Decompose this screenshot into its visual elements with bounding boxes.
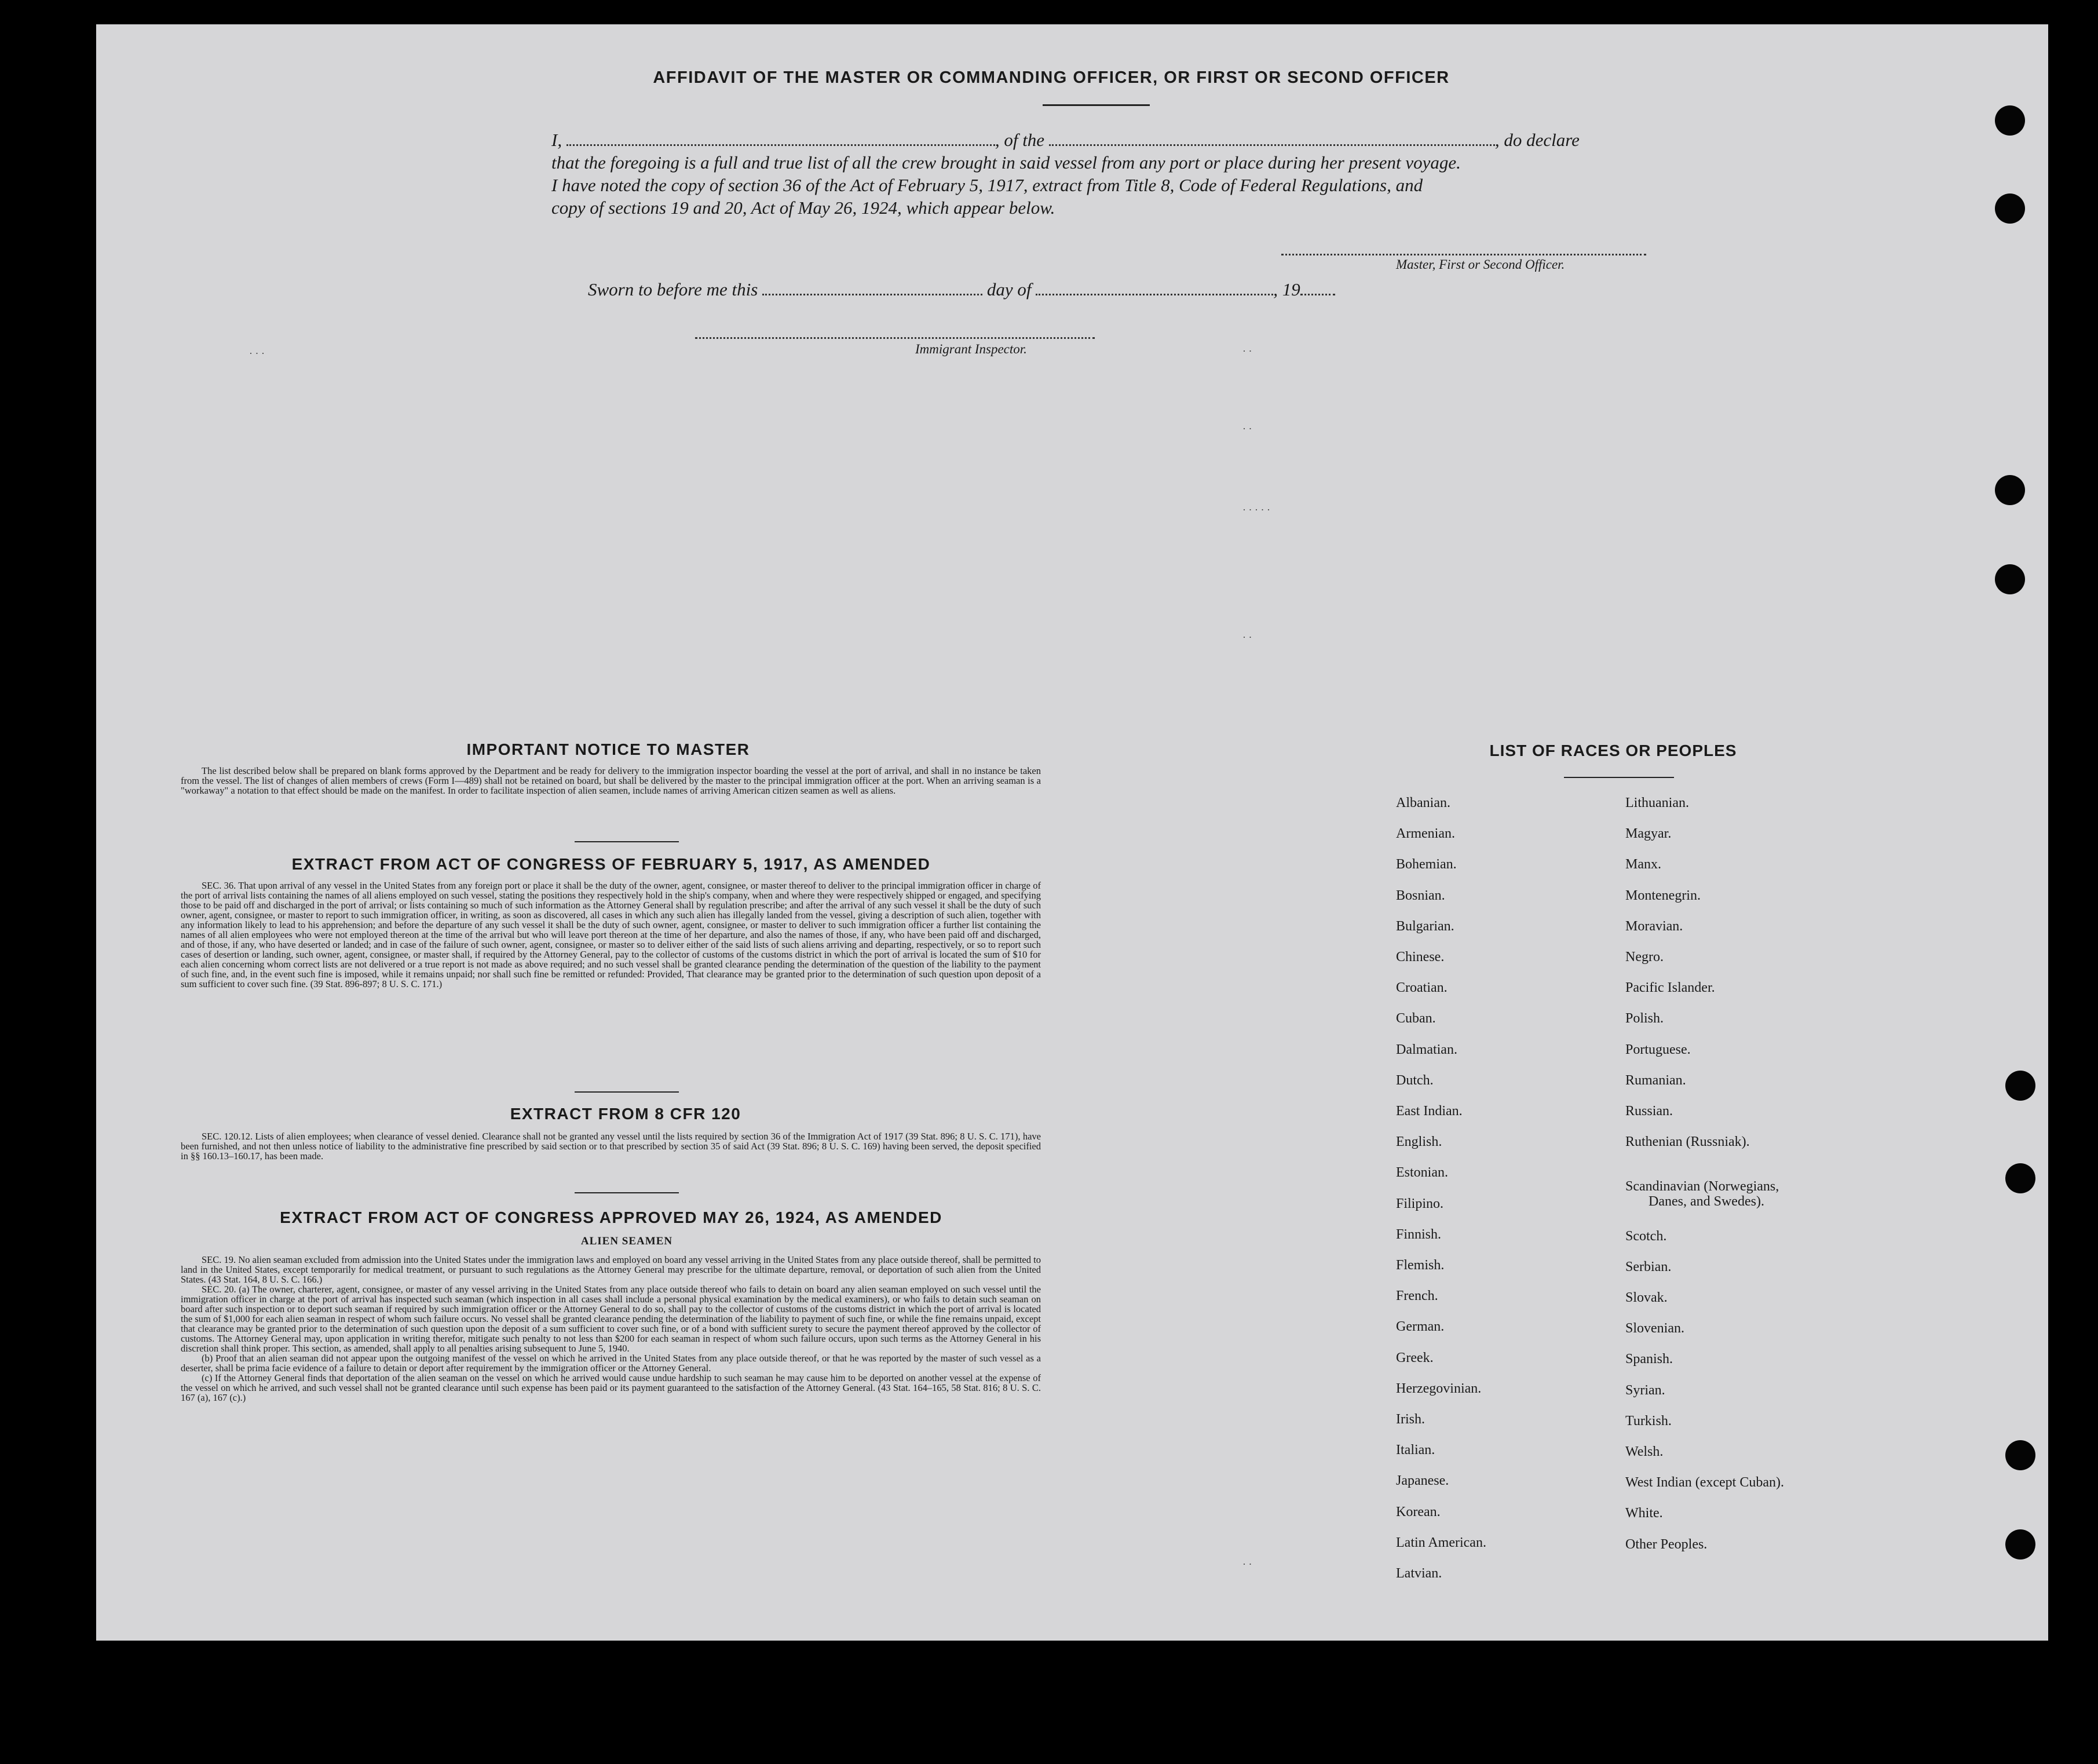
race-item: Rumanian. (1625, 1072, 1686, 1088)
race-item: Ruthenian (Russniak). (1625, 1134, 1750, 1150)
of-the-label: , of the (995, 130, 1045, 150)
race-item: German. (1396, 1319, 1445, 1335)
title-rule (1043, 104, 1150, 106)
sec-20b-paragraph: (b) Proof that an alien seaman did not appear upon the outgoing manifest of the vessel on which he arrived in the United States from any place outside thereof, or that he was reported by the master of such vessel as a deserter, shall be prima facie evidence of a failure to detain or deport after requirement by the immigration officer or the Attorney General. (181, 1353, 1041, 1374)
race-item: Manx. (1625, 857, 1661, 872)
race-item: Croatian. (1396, 980, 1448, 996)
inspector-caption: Immigrant Inspector. (915, 342, 1027, 356)
affidavit-title: AFFIDAVIT OF THE MASTER OR COMMANDING OFFICER, OR FIRST OR SECOND OFFICER (653, 68, 1450, 87)
sec-20c-paragraph: (c) If the Attorney General finds that deportation of the alien seaman on the vessel on which he arrived would cause undue hardship to such seaman he may cause him to be deported on another vessel at the expense of the vessel on which he arrived, and such vessel shall not be granted clearance until such expense has been paid or its payment guaranteed to the satisfaction of the Attorney General. (43 Stat. 164–165, 58 Stat. 816; 8 U. S. C. 167 (a), 167 (c).) (181, 1372, 1041, 1403)
year-blank[interactable] (1300, 281, 1335, 295)
race-item: Greek. (1396, 1350, 1434, 1365)
race-item: Lithuanian. (1625, 795, 1689, 810)
sec-120-12-paragraph: SEC. 120.12. Lists of alien employees; when clearance of vessel denied. Clearance shall not be granted any vessel until the lists required by section 36 of the Immigration Act of 1917 (39 Stat. 896; 8 U. S. C. 171), have been furnished, and not then unless notice of liability to the administrative fine prescribed by said section or to that prescribed by section 35 of said Act (39 Stat. 896; 8 U. S. C. 169) having been served, the deposit specified in §§ 160.13–160.17, has been made. (181, 1131, 1041, 1162)
race-item: Flemish. (1396, 1258, 1445, 1273)
extract-cfr-title: EXTRACT FROM 8 CFR 120 (510, 1105, 741, 1123)
extract-1924-body (181, 1255, 1041, 1403)
stray-marks: · · (1242, 345, 1252, 357)
extract-1924-title: EXTRACT FROM ACT OF CONGRESS APPROVED MAY 26, 1924, AS AMENDED (280, 1208, 942, 1226)
notice-body (181, 766, 1041, 795)
race-item: White. (1625, 1506, 1663, 1521)
race-item: Portuguese. (1625, 1042, 1691, 1057)
name-blank[interactable] (566, 132, 995, 146)
race-item: Bohemian. (1396, 857, 1457, 872)
race-item: Welsh. (1625, 1444, 1664, 1459)
section-rule (575, 841, 679, 842)
race-item: Chinese. (1396, 949, 1445, 965)
extract-1917-title: EXTRACT FROM ACT OF CONGRESS OF FEBRUARY 5, 1917, AS AMENDED (291, 855, 931, 873)
affidavit-line-4: copy of sections 19 and 20, Act of May 26, 1924, which appear below. (551, 198, 1055, 218)
extract-cfr-body (181, 1131, 1041, 1161)
race-item: Syrian. (1625, 1382, 1665, 1398)
race-item: Pacific Islander. (1625, 980, 1715, 996)
race-item: East Indian. (1396, 1104, 1463, 1119)
race-item: Moravian. (1625, 918, 1683, 934)
day-blank[interactable] (762, 281, 982, 295)
race-item: Cuban. (1396, 1011, 1436, 1027)
inspector-signature-line[interactable] (695, 337, 1095, 339)
punch-hole (2005, 1440, 2035, 1470)
affidavit-line-1 (551, 129, 1646, 151)
race-item: Other Peoples. (1625, 1536, 1708, 1552)
punch-hole (2005, 1071, 2035, 1101)
race-item: Turkish. (1625, 1413, 1672, 1429)
race-item: Italian. (1396, 1442, 1435, 1458)
sec-36-paragraph: SEC. 36. That upon arrival of any vessel in the United States from any foreign port or place it shall be the duty of the owner, agent, consignee, or master thereof to deliver to the principal immigration officer in charge of the port of arrival lists containing the names of all aliens employed on such vessel, stating the positions they respectively hold in the ship's company, when and where they were respectively shipped or engaged, and specifying those to be paid off and discharged in the port of arrival; or lists containing so much of such information as the Attorney General shall by regulation prescribe; and after the arrival of any such vessel it shall be the duty of such owner, agent, consignee, or master to report to such immigration officer, in writing, as soon as discovered, all cases in which any such alien has illegally landed from the vessel, giving a description of such alien, together with any information likely to lead to his apprehension; and before the departure of any such vessel it shall be the duty of such owner, agent, consignee, or master to deliver to such immigration officer a further list containing the names of all alien employees who were not employed thereon at the time of the arrival but who will leave port thereon at the time of her departure, and also the names of those, if any, who have been paid off and discharged, and of those, if any, who have deserted or landed; and in case of the failure of such owner, agent, consignee, or master so to deliver either of the said lists of such aliens arriving and departing, respectively, or so to report such cases of desertion or landing, such owner, agent, consignee, or master shall, if required by the Attorney General, pay to the collector of customs of the customs district in which the port of arrival is located the sum of $10 for each alien concerning whom correct lists are not delivered or a true report is not made as above required; and no such vessel shall be granted clearance pending the determination of the question of the liability to the payment of such fine, and, in the event such fine is imposed, while it remains unpaid; nor shall such fine be remitted or refunded: Provided, That clearance may be granted prior to the determination of such question upon deposit of a sum sufficient to cover such fine. (39 Stat. 896-897; 8 U. S. C. 171.) (181, 880, 1041, 989)
race-item: Bosnian. (1396, 888, 1445, 903)
race-item: English. (1396, 1134, 1442, 1150)
race-item: Russian. (1625, 1104, 1673, 1119)
race-item: Finnish. (1396, 1226, 1442, 1242)
race-item: Herzegovinian. (1396, 1380, 1482, 1396)
sworn-label: Sworn to before me this (588, 279, 758, 300)
race-item: Irish. (1396, 1412, 1425, 1427)
race-item: Filipino. (1396, 1196, 1444, 1211)
race-item: Danes, and Swedes). (1649, 1194, 1764, 1210)
notice-title: IMPORTANT NOTICE TO MASTER (466, 740, 750, 758)
i-label: I, (551, 130, 562, 150)
race-item: Bulgarian. (1396, 918, 1454, 934)
race-item: Dalmatian. (1396, 1042, 1457, 1057)
punch-hole (2005, 1529, 2035, 1560)
race-item: Korean. (1396, 1504, 1441, 1520)
race-item: Serbian. (1625, 1259, 1672, 1274)
race-item: Armenian. (1396, 826, 1455, 842)
affidavit-line-2: that the foregoing is a full and true list of all the crew brought in said vessel from any port or place during her present voyage. (551, 152, 1461, 173)
race-item: Japanese. (1396, 1473, 1449, 1489)
race-item: Slovak. (1625, 1290, 1668, 1305)
do-declare-label: , do declare (1494, 130, 1580, 150)
punch-hole (1995, 564, 2025, 594)
notice-paragraph: The list described below shall be prepared on blank forms approved by the Department and be ready for delivery to the immigration inspector boarding the vessel at the port of arrival, and shall in no instance be taken from the vessel. The list of changes of alien members of crews (Form I—489) shall not be retained on board, but shall be delivered by the master to the principal immigration officer at the port. When an arriving seaman is a "workaway" a notation to that effect should be made on the manifest. In order to facilitate inspection of alien seamen, include names of arriving American citizen seamen as well as aliens. (181, 765, 1041, 796)
punch-hole (2005, 1163, 2035, 1193)
stray-marks: · · (1242, 423, 1252, 434)
master-signature-line[interactable] (1281, 254, 1646, 255)
alien-seamen-subtitle: ALIEN SEAMEN (580, 1235, 673, 1247)
extract-1917-body (181, 881, 1041, 989)
race-item: Spanish. (1625, 1352, 1673, 1367)
race-item: Dutch. (1396, 1072, 1434, 1088)
race-item: Scandinavian (Norwegians, (1625, 1179, 1779, 1195)
affidavit-text (551, 129, 1646, 219)
punch-hole (1995, 475, 2025, 505)
sec-20a-paragraph: SEC. 20. (a) The owner, charterer, agent, consignee, or master of any vessel arriving in the United States from any place outside thereof who fails to detain on board any alien seaman employed on such vessel until the immigration officer in charge at the port of arrival has inspected such seaman (which inspection in all cases shall include a personal physical examination by the medical examiners), or who fails to detain such seaman on board after such inspection or to deport such seaman if required by such immigration officer or the Attorney General to do so, shall pay to the collector of customs of the customs district in which the port of arrival is located the sum of $1,000 for each alien seaman in respect of whom such failure occurs. No vessel shall be granted clearance pending the determination of the liability to payment of such fine, or while the fine remains unpaid, except that clearance may be granted prior to the determination of such question upon the deposit of a sum sufficient to cover such fine, or of a bond with sufficient surety to secure the payment thereof approved by the collector of customs. The Attorney General may, upon application in writing therefor, mitigate such penalty to not less than $200 for each seaman in respect of whom such failure occurs, upon such terms as the Attorney General in his discretion shall think proper. This section, as amended, shall apply to all penalties arising subsequent to June 5, 1940. (181, 1284, 1041, 1354)
punch-hole (1995, 193, 2025, 224)
stray-marks: · · · · · (1242, 504, 1270, 516)
races-title: LIST OF RACES OR PEOPLES (1489, 742, 1737, 759)
race-item: Scotch. (1625, 1228, 1667, 1244)
race-item: Magyar. (1625, 826, 1672, 842)
race-item: Slovenian. (1625, 1321, 1684, 1336)
race-item: Estonian. (1396, 1165, 1448, 1181)
day-of-label: day of (986, 279, 1032, 300)
race-item: Negro. (1625, 949, 1664, 965)
races-title-rule (1564, 777, 1674, 778)
race-item: West Indian (except Cuban). (1625, 1475, 1784, 1491)
affidavit-line-3: I have noted the copy of section 36 of the Act of February 5, 1917, extract from Title 8, Code of Federal Regulations, and (551, 175, 1423, 195)
punch-hole (1995, 105, 2025, 136)
race-item: Albanian. (1396, 795, 1450, 810)
year-label: , 19 (1273, 279, 1300, 300)
section-rule (575, 1091, 679, 1093)
race-item: Latin American. (1396, 1535, 1486, 1550)
sworn-line (588, 279, 1335, 300)
stray-marks: · · (1242, 1558, 1252, 1570)
stray-marks: · · · (249, 348, 265, 359)
master-signature-caption: Master, First or Second Officer. (1396, 257, 1565, 272)
stray-marks: · · (1242, 631, 1252, 643)
vessel-blank[interactable] (1049, 132, 1495, 146)
race-item: Polish. (1625, 1011, 1664, 1027)
race-item: Montenegrin. (1625, 888, 1701, 903)
race-item: Latvian. (1396, 1566, 1442, 1581)
race-item: French. (1396, 1288, 1438, 1304)
month-blank[interactable] (1036, 281, 1273, 295)
section-rule (575, 1192, 679, 1193)
sec-19-paragraph: SEC. 19. No alien seaman excluded from admission into the United States under the immigration laws and employed on board any vessel arriving in the United States from any place outside thereof, shall be permitted to land in the United States, except temporarily for medical treatment, or pursuant to such regulations as the Attorney General may prescribe for the ultimate departure, removal, or deportation of such alien from the United States. (43 Stat. 164, 8 U. S. C. 166.) (181, 1254, 1041, 1285)
